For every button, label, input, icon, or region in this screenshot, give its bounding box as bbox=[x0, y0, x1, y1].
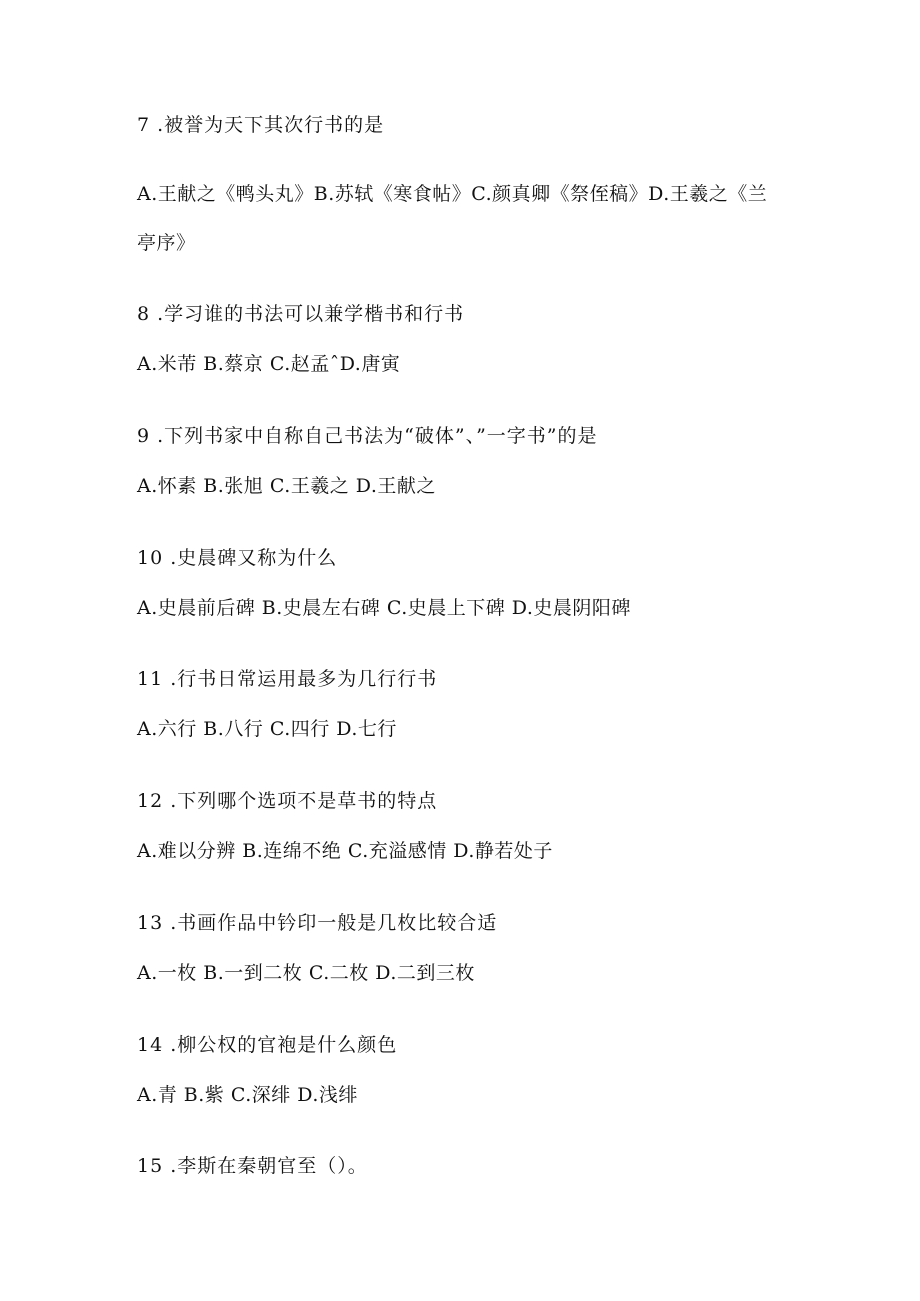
question-11-stem: 11 .行书日常运用最多为几行行书 bbox=[137, 668, 438, 690]
question-8-stem: 8 .学习谁的书法可以兼学楷书和行书 bbox=[137, 303, 465, 325]
question-14-options: A.青 B.紫 C.深绯 D.浅绯 bbox=[137, 1084, 358, 1106]
question-13-options: A.一枚 B.一到二枚 C.二枚 D.二到三枚 bbox=[137, 962, 475, 984]
question-10-options: A.史晨前后碑 B.史晨左右碑 C.史晨上下碑 D.史晨阴阳碑 bbox=[137, 597, 631, 619]
question-7-options-line-2: 亭序》 bbox=[137, 232, 196, 254]
question-14-stem: 14 .柳公权的官袍是什么颜色 bbox=[137, 1034, 398, 1056]
question-11-options: A.六行 B.八行 C.四行 D.七行 bbox=[137, 718, 397, 740]
question-8-options: A.米芾 B.蔡京 C.赵孟ˆD.唐寅 bbox=[137, 353, 401, 375]
question-7-stem: 7 .被誉为天下其次行书的是 bbox=[137, 114, 385, 136]
question-12-stem: 12 .下列哪个选项不是草书的特点 bbox=[137, 790, 438, 812]
question-9-stem: 9 .下列书家中自称自己书法为“破体”、”一字书”的是 bbox=[137, 425, 598, 447]
question-10-stem: 10 .史晨碑又称为什么 bbox=[137, 547, 338, 569]
question-15-stem: 15 .李斯在秦朝官至（）。 bbox=[137, 1155, 368, 1177]
question-13-stem: 13 .书画作品中钤印一般是几枚比较合适 bbox=[137, 912, 498, 934]
question-7-options-line-1: A.王献之《鸭头丸》B.苏轼《寒食帖》C.颜真卿《祭侄稿》D.王羲之《兰 bbox=[137, 183, 768, 205]
question-12-options: A.难以分辨 B.连绵不绝 C.充溢感情 D.静若处子 bbox=[137, 840, 553, 862]
question-9-options: A.怀素 B.张旭 C.王羲之 D.王献之 bbox=[137, 475, 436, 497]
